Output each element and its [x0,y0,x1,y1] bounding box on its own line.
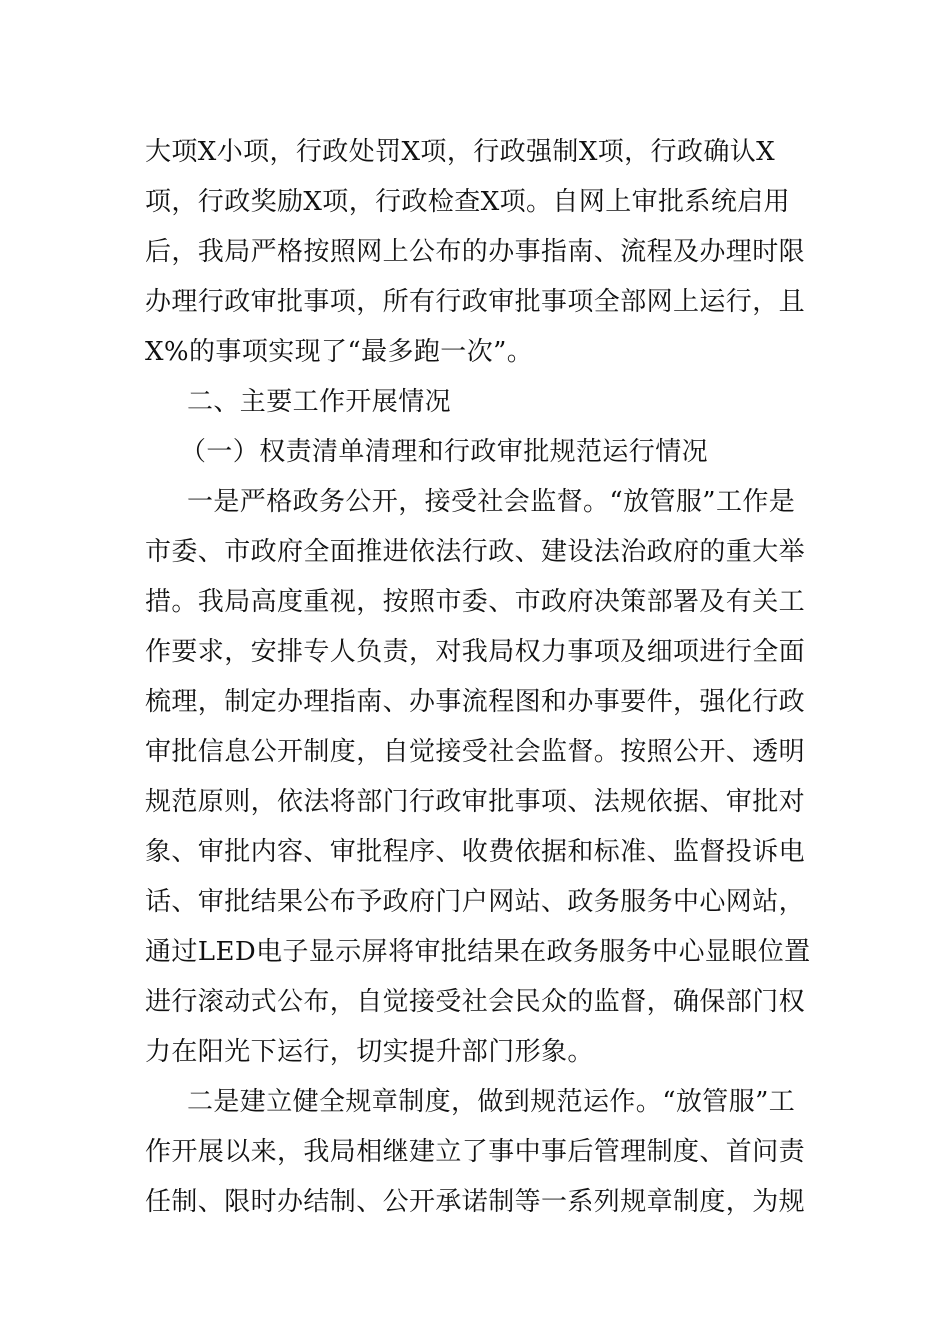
body-text-line: 话、审批结果公布予政府门户网站、政务服务中心网站， [145,887,806,917]
body-text-line: X%的事项实现了“最多跑一次”。 [145,337,534,367]
body-text-line: 梳理，制定办理指南、办事流程图和办事要件，强化行政 [145,687,806,717]
body-text-line: 大项X小项，行政处罚X项，行政强制X项，行政确认X [145,137,776,167]
body-text-line: 作开展以来，我局相继建立了事中事后管理制度、首问责 [145,1137,806,1167]
body-text-line: 审批信息公开制度，自觉接受社会监督。按照公开、透明 [145,737,806,767]
body-text-line: 措。我局高度重视，按照市委、市政府决策部署及有关工 [145,587,806,617]
body-text-line: 进行滚动式公布，自觉接受社会民众的监督，确保部门权 [145,987,806,1017]
body-text-line: 力在阳光下运行，切实提升部门形象。 [145,1037,594,1067]
paragraph-first-line: 一是严格政务公开，接受社会监督。“放管服”工作是 [187,487,796,517]
body-text-line: 项，行政奖励X项，行政检查X项。自网上审批系统启用 [145,187,791,217]
paragraph-first-line: 二是建立健全规章制度，做到规范运作。“放管服”工 [187,1087,796,1117]
body-text-line: 通过LED电子显示屏将审批结果在政务服务中心显眼位置 [145,937,811,967]
section-heading: 二、主要工作开展情况 [187,387,452,417]
body-text-line: 象、审批内容、审批程序、收费依据和标准、监督投诉电 [145,837,806,867]
body-text-line: 任制、限时办结制、公开承诺制等一系列规章制度，为规 [145,1187,806,1217]
body-text-line: 市委、市政府全面推进依法行政、建设法治政府的重大举 [145,537,806,567]
subsection-heading: （一）权责清单清理和行政审批规范运行情况 [180,437,709,467]
body-text-line: 办理行政审批事项，所有行政审批事项全部网上运行，且 [145,287,806,317]
body-text-line: 后，我局严格按照网上公布的办事指南、流程及办理时限 [145,237,806,267]
body-text-line: 作要求，安排专人负责，对我局权力事项及细项进行全面 [145,637,806,667]
body-text-line: 规范原则，依法将部门行政审批事项、法规依据、审批对 [145,787,806,817]
